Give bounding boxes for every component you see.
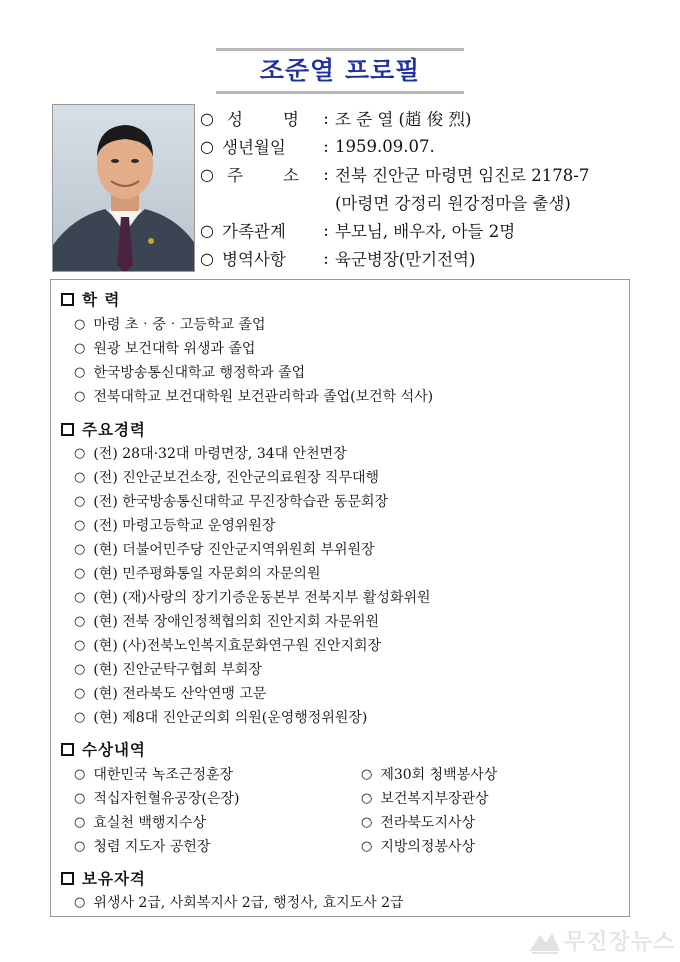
list-item: ○ 효실천 백행지수상 xyxy=(74,814,206,831)
circle-icon: ○ xyxy=(200,136,214,156)
list-item: ○ 보건복지부장관상 xyxy=(361,790,489,807)
list-item: ○ (전) 28대·32대 마령면장, 34대 안천면장 xyxy=(74,445,347,462)
list-item: ○ (전) 마령고등학교 운영위원장 xyxy=(74,517,276,534)
square-icon xyxy=(61,423,74,436)
circle-icon: ○ xyxy=(74,316,86,332)
circle-icon: ○ xyxy=(200,220,214,240)
circle-icon: ○ xyxy=(200,108,214,128)
square-icon xyxy=(61,872,74,885)
info-value: (마령면 강정리 원강정마을 출생) xyxy=(335,194,571,213)
list-item: ○ (현) 더불어민주당 진안군지역위원회 부위원장 xyxy=(74,541,375,558)
page-title: 조준열 프로필 xyxy=(259,56,421,85)
circle-icon: ○ xyxy=(74,709,86,725)
circle-icon: ○ xyxy=(200,164,214,184)
circle-icon: ○ xyxy=(74,589,86,605)
circle-icon: ○ xyxy=(74,445,86,461)
info-value: 부모님, 배우자, 아들 2명 xyxy=(335,222,516,241)
info-row-address-cont xyxy=(200,188,640,216)
circle-icon: ○ xyxy=(361,838,373,854)
circle-icon: ○ xyxy=(74,814,86,830)
list-item: ○ 대한민국 녹조근정훈장 xyxy=(74,766,234,783)
list-item: ○ (현) 전북 장애인정책협의회 진안지회 자문위원 xyxy=(74,613,380,630)
circle-icon: ○ xyxy=(74,340,86,356)
section-title: 학 력 xyxy=(82,291,121,309)
colon: : xyxy=(323,248,329,268)
list-item: ○ (현) (재)사랑의 장기기증운동본부 전북지부 활성화위원 xyxy=(74,589,431,606)
circle-icon: ○ xyxy=(74,637,86,653)
list-item: ○ 지방의정봉사상 xyxy=(361,838,476,855)
colon: : xyxy=(323,164,329,184)
list-item: ○ 원광 보건대학 위생과 졸업 xyxy=(74,340,256,357)
info-value: 1959.09.07. xyxy=(335,136,435,156)
info-row-military xyxy=(200,244,640,272)
circle-icon: ○ xyxy=(74,565,86,581)
circle-icon: ○ xyxy=(200,248,214,268)
info-row-birth xyxy=(200,132,640,160)
list-item: ○ 한국방송통신대학교 행정학과 졸업 xyxy=(74,364,306,381)
details-box xyxy=(50,279,630,917)
list-item: ○ 전북대학교 보건대학원 보건관리학과 졸업(보건학 석사) xyxy=(74,388,434,405)
list-item: ○ 위생사 2급, 사회복지사 2급, 행정사, 효지도사 2급 xyxy=(74,894,404,911)
list-item: ○ (전) 진안군보건소장, 진안군의료원장 직무대행 xyxy=(74,469,380,486)
list-item: ○ 제30회 청백봉사상 xyxy=(361,766,498,783)
square-icon xyxy=(61,743,74,756)
info-value: 육군병장(만기전역) xyxy=(335,250,476,269)
colon: : xyxy=(323,220,329,240)
mountain-logo-icon xyxy=(528,925,562,955)
info-row-family xyxy=(200,216,640,244)
list-item: ○ 청렴 지도자 공헌장 xyxy=(74,838,211,855)
circle-icon: ○ xyxy=(74,790,86,806)
list-item: ○ (현) (사)전북노인복지효문화연구원 진안지회장 xyxy=(74,637,382,654)
profile-photo xyxy=(52,104,195,272)
colon: : xyxy=(323,136,329,156)
circle-icon: ○ xyxy=(74,894,86,910)
section-education xyxy=(61,288,120,310)
info-label: 병역사항 xyxy=(222,250,286,269)
circle-icon: ○ xyxy=(74,838,86,854)
section-awards xyxy=(61,738,146,760)
circle-icon: ○ xyxy=(361,814,373,830)
section-title: 수상내역 xyxy=(82,741,146,759)
circle-icon: ○ xyxy=(74,766,86,782)
circle-icon: ○ xyxy=(361,790,373,806)
info-value: 전북 진안군 마령면 임진로 2178-7 xyxy=(335,166,590,185)
list-item: ○ 마령 초‧중‧고등학교 졸업 xyxy=(74,316,266,333)
info-row-address xyxy=(200,160,640,188)
circle-icon: ○ xyxy=(74,469,86,485)
info-label: 생년월일 xyxy=(222,138,286,157)
info-label: 가족관계 xyxy=(222,222,286,241)
circle-icon: ○ xyxy=(74,517,86,533)
list-item: ○ (현) 전라북도 산악연맹 고문 xyxy=(74,685,267,702)
list-item: ○ (전) 한국방송통신대학교 무진장학습관 동문회장 xyxy=(74,493,389,510)
circle-icon: ○ xyxy=(74,388,86,404)
circle-icon: ○ xyxy=(74,364,86,380)
section-certificates xyxy=(61,867,146,889)
circle-icon: ○ xyxy=(74,685,86,701)
info-label: 성 명 xyxy=(227,110,299,129)
profile-info xyxy=(200,104,640,272)
section-career xyxy=(61,418,146,440)
colon: : xyxy=(323,108,329,128)
info-label: 주 소 xyxy=(227,166,299,185)
circle-icon: ○ xyxy=(74,613,86,629)
square-icon xyxy=(61,293,74,306)
watermark xyxy=(528,922,678,958)
section-title: 보유자격 xyxy=(82,870,146,888)
list-item: ○ (현) 민주평화통일 자문회의 자문의원 xyxy=(74,565,321,582)
circle-icon: ○ xyxy=(361,766,373,782)
info-row-name xyxy=(200,104,640,132)
watermark-text: 무진장뉴스 xyxy=(564,929,676,955)
circle-icon: ○ xyxy=(74,541,86,557)
list-item: ○ (현) 진안군탁구협회 부회장 xyxy=(74,661,262,678)
title-bar xyxy=(216,48,464,94)
info-value: 조 준 열 (趙 俊 烈) xyxy=(335,110,472,129)
circle-icon: ○ xyxy=(74,661,86,677)
circle-icon: ○ xyxy=(74,493,86,509)
section-title: 주요경력 xyxy=(82,421,146,439)
list-item: ○ (현) 제8대 진안군의회 의원(운영행정위원장) xyxy=(74,709,368,726)
list-item: ○ 적십자헌혈유공장(은장) xyxy=(74,790,240,807)
list-item: ○ 전라북도지사상 xyxy=(361,814,476,831)
